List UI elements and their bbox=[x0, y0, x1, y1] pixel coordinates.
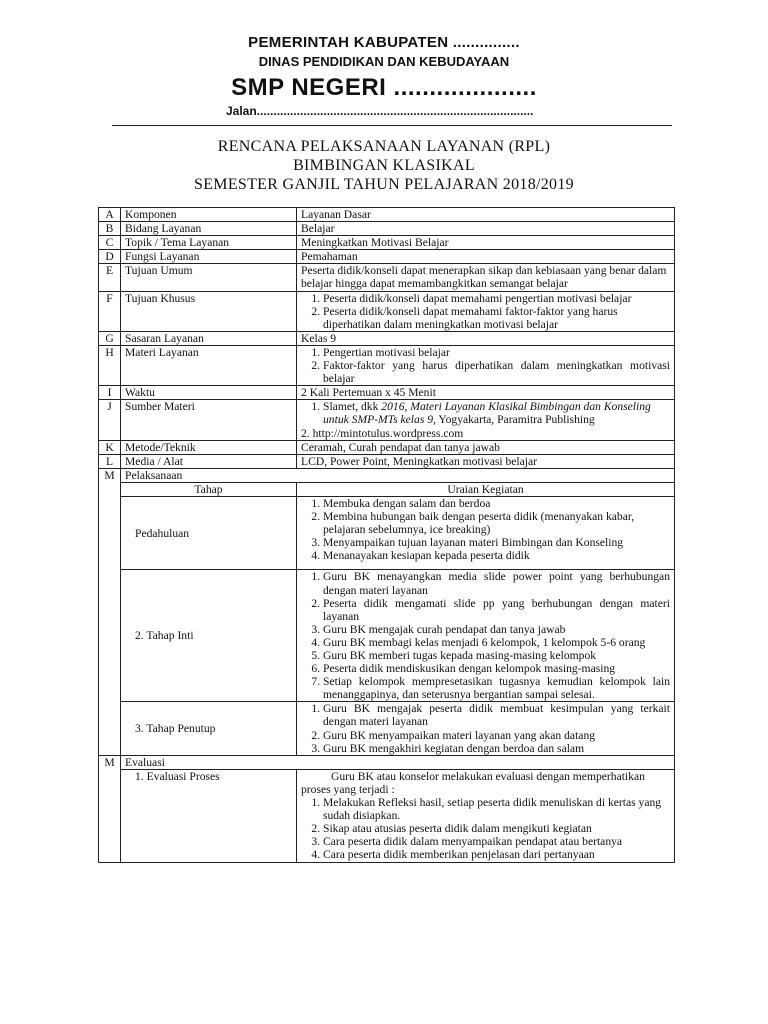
table-row bbox=[99, 250, 675, 264]
row-letter: L bbox=[99, 454, 121, 468]
stage-activities bbox=[297, 570, 675, 702]
stage-activities bbox=[297, 702, 675, 755]
row-label: Sumber Materi bbox=[121, 400, 297, 440]
stage-activities bbox=[297, 496, 675, 569]
table-row bbox=[99, 755, 675, 769]
table-row bbox=[99, 222, 675, 236]
source-author: Slamet, dkk bbox=[323, 400, 382, 414]
row-value bbox=[297, 345, 675, 385]
row-letter: A bbox=[99, 208, 121, 222]
row-value: Meningkatkan Motivasi Belajar bbox=[297, 236, 675, 250]
list-item: 1. Melakukan Refleksi hasil, setiap peserta didik menuliskan di kertas yang sudah disiapkan. bbox=[323, 796, 670, 822]
list-item: 1. Pengertian motivasi belajar bbox=[323, 346, 670, 359]
row-label: Sasaran Layanan bbox=[121, 331, 297, 345]
list-item: 2. Peserta didik mengamati slide pp yang berhubungan dengan materi layanan bbox=[323, 597, 670, 623]
row-value bbox=[297, 291, 675, 331]
table-row bbox=[99, 496, 675, 569]
list-item: 2. Membina hubungan baik dengan peserta didik (menanyakan kabar, pelajaran sebelumnya, ice breaking) bbox=[323, 510, 670, 536]
table-row bbox=[99, 236, 675, 250]
row-value: Pemahaman bbox=[297, 250, 675, 264]
list-item: 2. Peserta didik/konseli dapat memahami faktor-faktor yang harus diperhatikan dalam meningkatkan motivasi belajar bbox=[323, 305, 670, 331]
row-value: Peserta didik/konseli dapat menerapkan sikap dan kebiasaan yang benar dalam belajar hingga dapat memambangkitkan semangat belajar bbox=[297, 264, 675, 291]
row-label: Waktu bbox=[121, 386, 297, 400]
column-header-tahap: Tahap bbox=[121, 482, 297, 496]
document-subtitle: BIMBINGAN KLASIKAL bbox=[293, 157, 475, 174]
table-row bbox=[99, 208, 675, 222]
row-letter: B bbox=[99, 222, 121, 236]
evaluation-label: 1. Evaluasi Proses bbox=[121, 769, 297, 862]
row-label: Materi Layanan bbox=[121, 345, 297, 385]
row-letter: G bbox=[99, 331, 121, 345]
table-row bbox=[99, 468, 675, 482]
list-item: 1. Guru BK menayangkan media slide power point yang berhubungan dengan materi layanan bbox=[323, 570, 670, 596]
list-item: 7. Setiap kelompok mempresetasikan tugasnya kemudian kelompok lain menanggapinya, dan seterusnya bergantian sampai selesai. bbox=[323, 675, 670, 701]
row-label: Komponen bbox=[121, 208, 297, 222]
row-letter: F bbox=[99, 291, 121, 331]
list-item: 1. Membuka dengan salam dan berdoa bbox=[323, 497, 670, 510]
objective-list bbox=[301, 292, 670, 331]
row-value bbox=[297, 400, 675, 440]
activity-list bbox=[301, 497, 670, 562]
table-row bbox=[99, 570, 675, 702]
row-value: Layanan Dasar bbox=[297, 208, 675, 222]
list-item: 3. Menyampaikan tujuan layanan materi Bimbingan dan Konseling bbox=[323, 536, 670, 549]
table-row bbox=[99, 345, 675, 385]
table-row bbox=[99, 400, 675, 440]
row-letter: D bbox=[99, 250, 121, 264]
row-value: Kelas 9 bbox=[297, 331, 675, 345]
table-row bbox=[99, 331, 675, 345]
list-item: 3. Guru BK mengakhiri kegiatan dengan berdoa dan salam bbox=[323, 742, 670, 755]
activity-list bbox=[301, 702, 670, 754]
row-letter: I bbox=[99, 386, 121, 400]
row-label: Bidang Layanan bbox=[121, 222, 297, 236]
letterhead-department: DINAS PENDIDIKAN DAN KEBUDAYAAN bbox=[258, 54, 510, 69]
row-label: Fungsi Layanan bbox=[121, 250, 297, 264]
table-row bbox=[99, 291, 675, 331]
source-link: 2. http://mintotulus.wordpress.com bbox=[301, 426, 464, 440]
row-value: LCD, Power Point, Meningkatkan motivasi belajar bbox=[297, 454, 675, 468]
source-list bbox=[301, 400, 670, 426]
stage-label: 2. Tahap Inti bbox=[121, 570, 297, 702]
activity-list bbox=[301, 570, 670, 701]
table-row bbox=[99, 454, 675, 468]
material-list bbox=[301, 346, 670, 385]
letterhead-divider bbox=[112, 125, 672, 126]
list-item: 4. Cara peserta didik memberikan penjelasan dari pertanyaan bbox=[323, 848, 670, 861]
row-letter: K bbox=[99, 440, 121, 454]
evaluation-content bbox=[297, 769, 675, 862]
stage-label: 3. Tahap Penutup bbox=[121, 702, 297, 755]
row-label: Evaluasi bbox=[121, 755, 675, 769]
table-row bbox=[99, 440, 675, 454]
row-value: 2 Kali Pertemuan x 45 Menit bbox=[297, 386, 675, 400]
table-row bbox=[99, 769, 675, 862]
row-label: Tujuan Khusus bbox=[121, 291, 297, 331]
letterhead-address: Jalan................................................................................... bbox=[226, 104, 534, 118]
source-publisher: Yogyakarta, Paramitra Publishing bbox=[435, 413, 595, 427]
row-letter: C bbox=[99, 236, 121, 250]
column-header-uraian: Uraian Kegiatan bbox=[297, 482, 675, 496]
stage-label: Pedahuluan bbox=[121, 496, 297, 569]
row-letter: E bbox=[99, 264, 121, 291]
list-item: 1. Peserta didik/konseli dapat memahami pengertian motivasi belajar bbox=[323, 292, 670, 305]
table-row bbox=[99, 264, 675, 291]
list-item: 3. Cara peserta didik dalam menyampaikan pendapat atau bertanya bbox=[323, 835, 670, 848]
row-label: Metode/Teknik bbox=[121, 440, 297, 454]
list-item: 6. Peserta didik mendiskusikan dengan kelompok masing-masing bbox=[323, 662, 670, 675]
document-semester: SEMESTER GANJIL TAHUN PELAJARAN 2018/2019 bbox=[194, 176, 574, 193]
evaluation-intro: Guru BK atau konselor melakukan evaluasi dengan memperhatikan proses yang terjadi : bbox=[301, 769, 645, 796]
list-item: 4. Menanayakan kesiapan kepada peserta didik bbox=[323, 549, 670, 562]
row-label: Pelaksanaan bbox=[121, 468, 675, 482]
letterhead-government: PEMERINTAH KABUPATEN ............... bbox=[248, 34, 520, 51]
row-value: Belajar bbox=[297, 222, 675, 236]
row-letter: M bbox=[99, 755, 121, 862]
row-label: Media / Alat bbox=[121, 454, 297, 468]
list-item: 4. Guru BK membagi kelas menjadi 6 kelompok, 1 kelompok 5-6 orang bbox=[323, 636, 670, 649]
row-letter: M bbox=[99, 468, 121, 755]
evaluation-list bbox=[301, 796, 670, 861]
table-row bbox=[99, 386, 675, 400]
table-row bbox=[99, 702, 675, 755]
list-item: 3. Guru BK mengajak curah pendapat dan tanya jawab bbox=[323, 623, 670, 636]
list-item: 5. Guru BK memberi tugas kepada masing-masing kelompok bbox=[323, 649, 670, 662]
row-letter: J bbox=[99, 400, 121, 440]
row-letter: H bbox=[99, 345, 121, 385]
row-value: Ceramah, Curah pendapat dan tanya jawab bbox=[297, 440, 675, 454]
row-label: Tujuan Umum bbox=[121, 264, 297, 291]
document-title: RENCANA PELAKSANAAN LAYANAN (RPL) bbox=[217, 138, 551, 155]
source-title: 2016, Materi Layanan Klasikal Bimbingan dan Konseling untuk SMP-MTs kelas 9, bbox=[323, 400, 651, 427]
list-item: 2. Faktor-faktor yang harus diperhatikan dalam meningkatkan motivasi belajar bbox=[323, 359, 670, 385]
row-label: Topik / Tema Layanan bbox=[121, 236, 297, 250]
list-item: 2. Sikap atau atusias peserta didik dalam mengikuti kegiatan bbox=[323, 822, 670, 835]
rpl-table bbox=[98, 207, 675, 863]
source-item bbox=[323, 400, 670, 426]
list-item: 2. Guru BK menyampaikan materi layanan yang akan datang bbox=[323, 729, 670, 742]
letterhead-school-name: SMP NEGERI .................... bbox=[231, 74, 537, 101]
list-item: 1. Guru BK mengajak peserta didik membuat kesimpulan yang terkait dengan materi layanan bbox=[323, 702, 670, 728]
table-row bbox=[99, 482, 675, 496]
